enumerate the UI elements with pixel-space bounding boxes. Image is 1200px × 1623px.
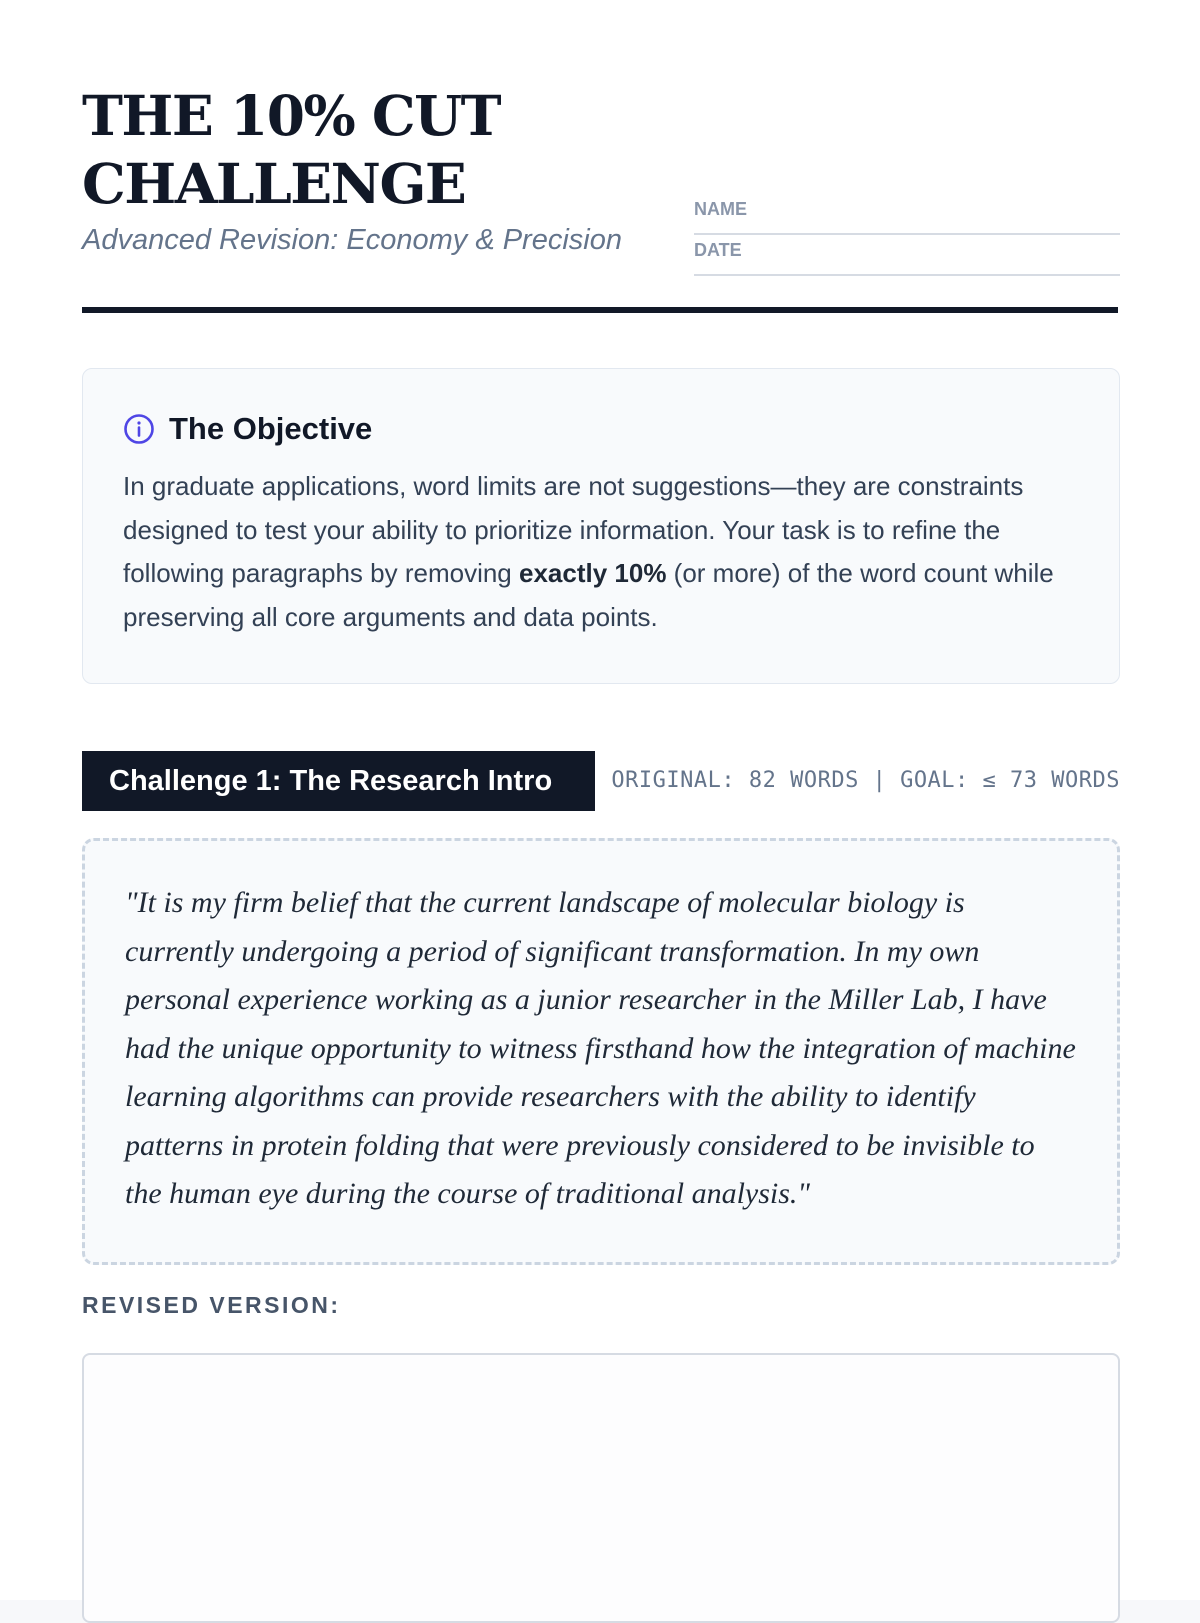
objective-text-end: (or more) of the word count while preserving all core arguments and data points. — [123, 558, 1054, 632]
original-paragraph-box — [82, 838, 1120, 1265]
objective-text — [123, 465, 1079, 639]
objective-card — [82, 368, 1120, 684]
objective-text-start: In graduate applications, word limits are not suggestions—they are constraints designed to test your ability to prioritize information. Your task is to refine the following paragraphs by removing — [123, 471, 1024, 588]
objective-emphasis: exactly 10% — [519, 558, 667, 588]
challenge-header — [82, 751, 1120, 811]
word-count-goal: ORIGINAL: 82 WORDS | GOAL: ≤ 73 WORDS — [611, 768, 1120, 793]
worksheet-header — [82, 0, 1118, 317]
date-label: DATE — [694, 240, 742, 260]
title-line-2: CHALLENGE — [82, 151, 466, 216]
name-label: NAME — [694, 199, 747, 219]
name-field[interactable] — [694, 195, 1120, 235]
revised-version-label: REVISED VERSION: — [82, 1292, 341, 1318]
student-fields — [694, 195, 1120, 277]
challenge-title: Challenge 1: The Research Intro — [82, 751, 595, 811]
objective-header — [123, 411, 1079, 447]
original-paragraph: "It is my firm belief that the current landscape of molecular biology is currently undergoing a period of significant transformation. In my own personal experience working as a junior researcher in the Miller Lab, I have had the unique opportunity to witness firsthand how the integration of machine learning algorithms can provide researchers with the ability to identify patterns in protein folding that were previously considered to be invisible to the human eye during the course of traditional analysis." — [125, 886, 1076, 1210]
page-subtitle: Advanced Revision: Economy & Precision — [82, 224, 622, 256]
date-field[interactable] — [694, 236, 1120, 276]
info-icon — [123, 413, 155, 445]
header-divider — [82, 307, 1118, 313]
objective-title: The Objective — [169, 411, 373, 446]
revised-version-input[interactable] — [82, 1353, 1120, 1623]
title-line-1: THE 10% CUT — [82, 83, 501, 148]
page-title — [82, 82, 642, 218]
